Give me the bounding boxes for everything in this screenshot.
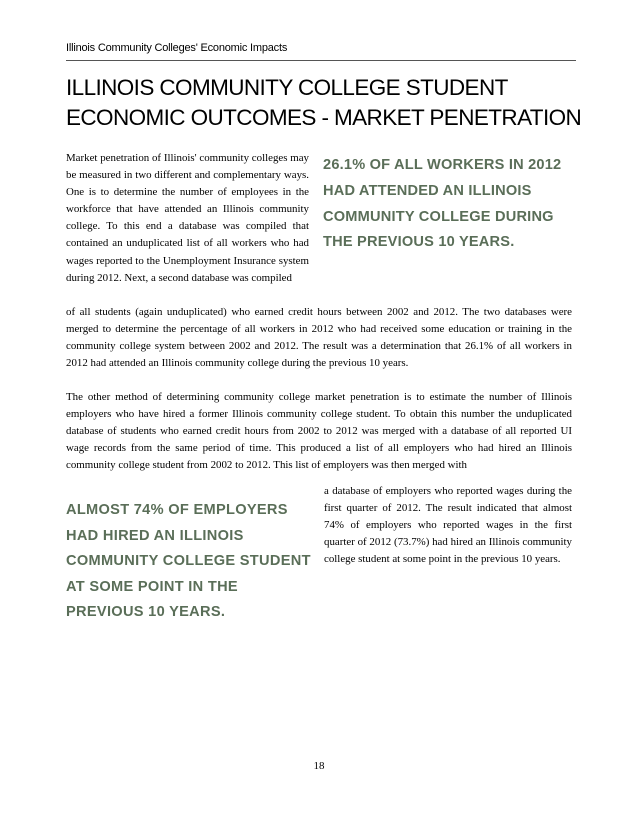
page-number: 18	[313, 760, 325, 772]
page-title: ILLINOIS COMMUNITY COLLEGE STUDENT ECONOMIC OUTCOMES - MARKET PENETRATION	[66, 75, 582, 130]
running-header: Illinois Community Colleges' Economic Impacts	[66, 42, 288, 54]
paragraph2-full-width-text: The other method of determining community college market penetration is to estimate the number of Illinois employers who have hired a former Illinois community college student. To obtain this number the unduplicated database of students who earned credit hours from 2002 to 2012 was merged with a database of all reported UI wage records from the same period of time. This produced a list of all employers who had hired an Illinois community college student from 2002 to 2012. This list of employers was then merged with	[66, 391, 572, 472]
paragraph1-column-text: Market penetration of Illinois' community colleges may be measured in two different and complementary ways. One is to determine the number of employees in the workforce that have attended an Illinois community college. To this end a database was compiled that contained an unduplicated list of all workers who had wages reported to the Unemployment Insurance system during 2012. Next, a second database was compiled	[66, 152, 309, 284]
header-rule	[66, 60, 576, 61]
pullquote-employers: ALMOST 74% OF EMPLOYERS HAD HIRED AN ILLINOIS COMMUNITY COLLEGE STUDENT AT SOME POINT IN THE PREVIOUS 10 YEARS.	[66, 502, 311, 621]
pullquote-workers: 26.1% OF ALL WORKERS IN 2012 HAD ATTENDED AN ILLINOIS COMMUNITY COLLEGE DURING THE PREVIOUS 10 YEARS.	[323, 157, 562, 251]
paragraph1-full-width-text: of all students (again unduplicated) who earned credit hours between 2002 and 2012. The two databases were merged to determine the percentage of all workers in 2012 who had received some education or training in the community college system between 2002 and 2012. The result was a determination that 26.1% of all workers in 2012 had attended an Illinois community college during the previous 10 years.	[66, 306, 572, 370]
paragraph2-column-text: a database of employers who reported wages during the first quarter of 2012. The result indicated that almost 74% of employers who reported wages in the first quarter of 2012 (73.7%) had hired an Illinois community college student at some point in the previous 10 years.	[324, 485, 572, 566]
